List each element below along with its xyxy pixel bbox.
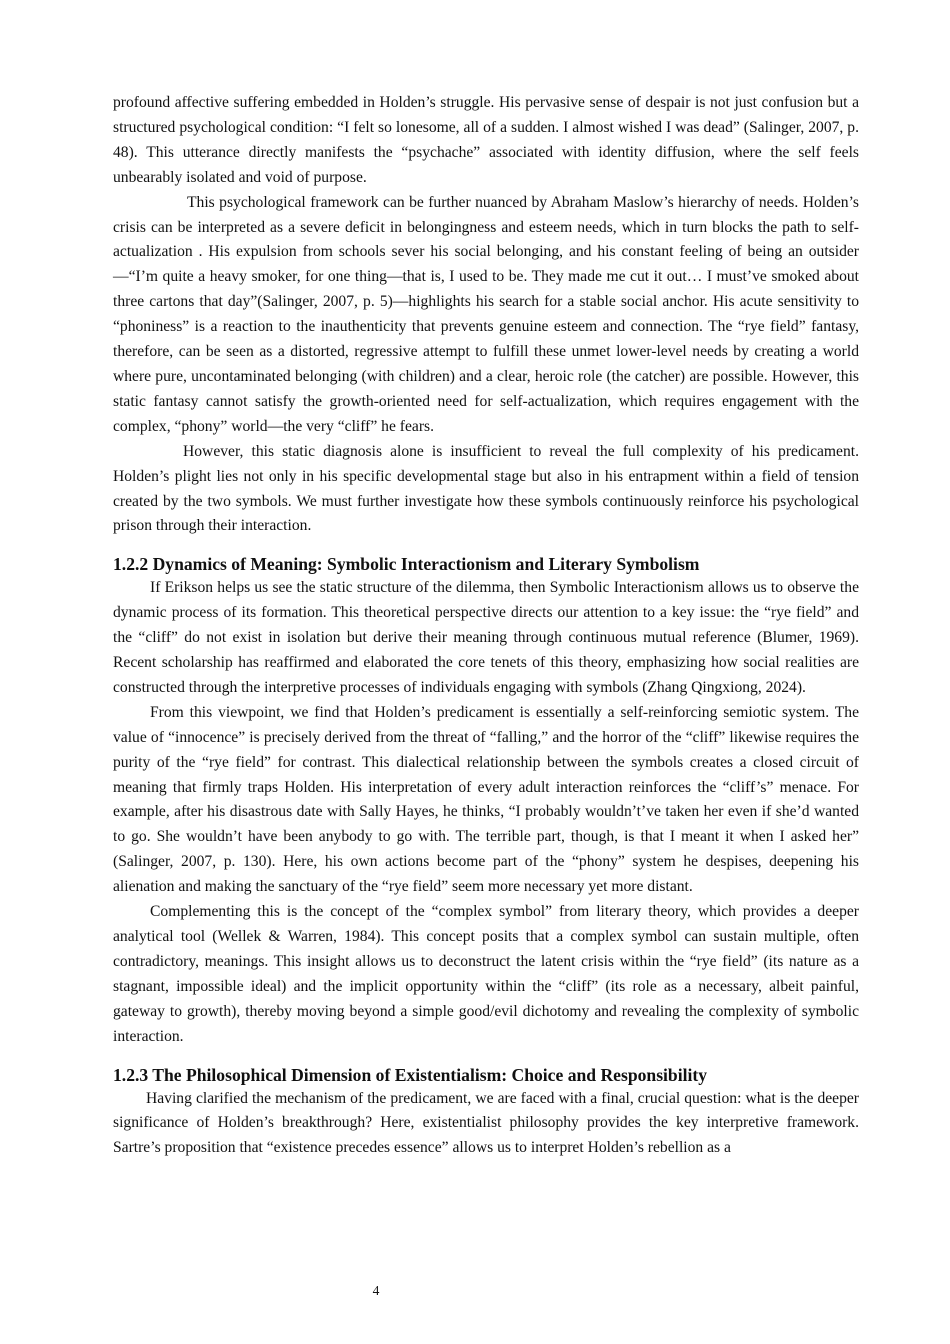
section-heading-1-2-2: 1.2.2 Dynamics of Meaning: Symbolic Interactionism and Literary Symbolism — [113, 554, 700, 575]
paragraph-maslow: This psychological framework can be further nuanced by Abraham Maslow’s hierarchy of needs. Holden’s crisis can be interpreted as a severe deficit in belongingness and esteem needs, which in turn blocks the path to self-actualization . His expulsion from schools sever his social belonging, and his constant feeling of being an outsider—“I’m quite a heavy smoker, for one thing—that is, I used to be. They made me cut it out… I must’ve smoked about three cartons that day”(Salinger, 2007, p. 5)—highlights his search for a stable social anchor. His acute sensitivity to “phoniness” is a reaction to the inauthenticity that prevents genuine esteem and connection. The “rye field” fantasy, therefore, can be seen as a distorted, regressive attempt to fulfill these unmet lower-level needs by creating a world where pure, uncontaminated belonging (with children) and a clear, heroic role (the catcher) are possible. However, this static fantasy cannot satisfy the growth-oriented need for self-actualization, which requires engagement with the complex, “phony” world—the very “cliff” he fears. — [113, 193, 859, 435]
page-number: 4 — [372, 1283, 380, 1298]
page-body — [113, 91, 859, 1161]
paragraph-despair: profound affective suffering embedded in Holden’s struggle. His pervasive sense of despair is not just confusion but a structured psychological condition: “I felt so lonesome, all of a sudden. I almost wished I was dead” (Salinger, 2007, p. 48). This utterance directly manifests the “psychache” associated with identity diffusion, where the self feels unbearably isolated and void of purpose. — [113, 94, 859, 186]
paragraph-static-diagnosis: However, this static diagnosis alone is insufficient to reveal the full complexity of his predicament. Holden’s plight lies not only in his specific developmental stage but also in his entrapment within a field of tension created by the two symbols. We must further investigate how these symbols continuously reinforce his psychological prison through their interaction. — [113, 442, 859, 535]
paragraph-semiotic-system: From this viewpoint, we find that Holden’s predicament is essentially a self-reinforcing semiotic system. The value of “innocence” is precisely derived from the threat of “falling,” and the horror of the “cliff” likewise requires the purity of the “rye field” for contrast. This dialectical relationship between the symbols creates a closed circuit of meaning that firmly traps Holden. His interpretation of every adult interaction reinforces the “cliff’s” menace. For example, after his disastrous date with Sally Hayes, he thinks, “I probably wouldn’t’ve taken her even if she’d wanted to go. She wouldn’t have been anybody to go with. The terrible part, though, is that I meant it when I asked her” (Salinger, 2007, p. 130). Here, his own actions become part of the “phony” system he despises, deepening his alienation and making the sanctuary of the “rye field” seem more necessary yet more distant. — [113, 703, 859, 896]
section-heading-1-2-3: 1.2.3 The Philosophical Dimension of Existentialism: Choice and Responsibility — [113, 1064, 708, 1085]
paragraph-complex-symbol: Complementing this is the concept of the “complex symbol” from literary theory, which provides a deeper analytical tool (Wellek & Warren, 1984). This concept posits that a complex symbol can sustain multiple, often contradictory, meanings. This insight allows us to deconstruct the latent crisis within the “rye field” (its nature as a stagnant, impossible ideal) and the implicit opportunity within the “cliff” (its role as a necessary, albeit painful, gateway to growth), thereby moving beyond a simple good/evil dichotomy and revealing the complexity of symbolic interaction. — [113, 903, 859, 1045]
paragraph-symbolic-interactionism: If Erikson helps us see the static structure of the dilemma, then Symbolic Interactionism allows us to observe the dynamic process of its formation. This theoretical perspective directs our attention to a key issue: the “rye field” and the “cliff” do not exist in isolation but derive their meaning through continuous mutual reference (Blumer, 1969). Recent scholarship has reaffirmed and elaborated the core tenets of this theory, emphasizing how social realities are constructed through the interpretive processes of individuals engaging with symbols (Zhang Qingxiong, 2024). — [113, 579, 859, 696]
paragraph-existentialism: Having clarified the mechanism of the predicament, we are faced with a final, crucial question: what is the deeper significance of Holden’s breakthrough? Here, existentialist philosophy provides the key interpretive framework. Sartre’s proposition that “existence precedes essence” allows us to interpret Holden’s rebellion as a — [113, 1089, 859, 1157]
